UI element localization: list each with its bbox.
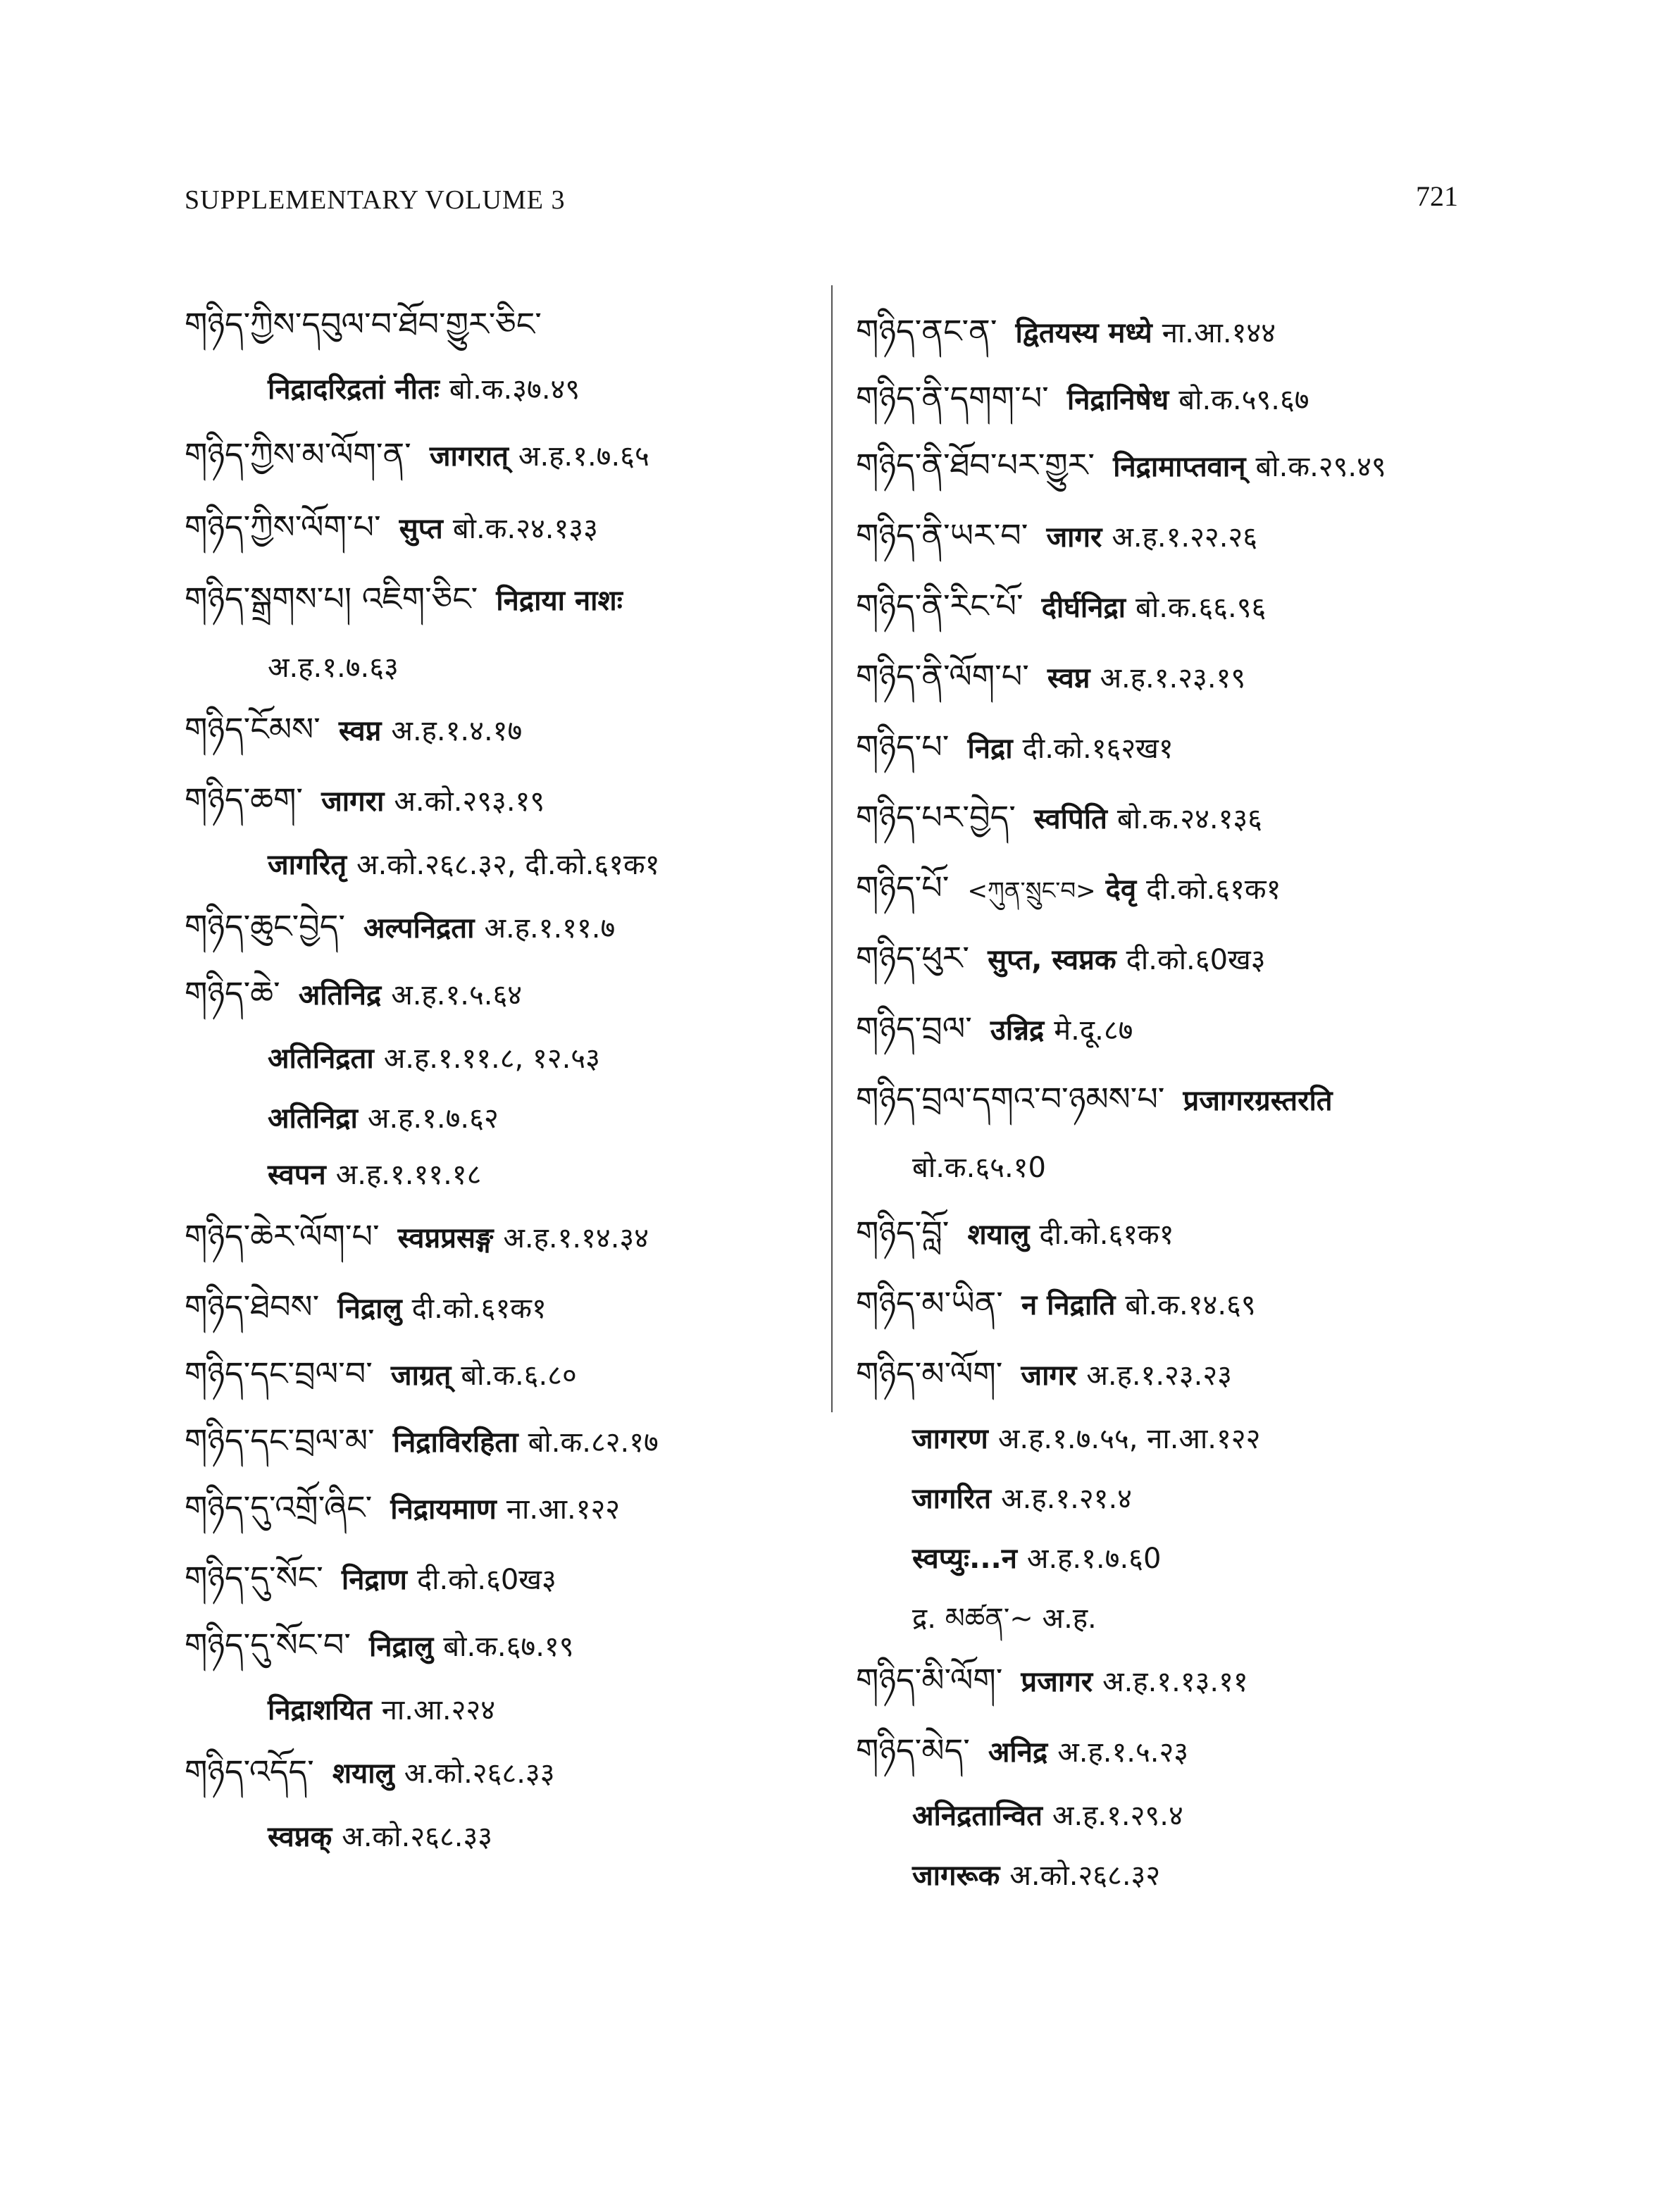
sanskrit-equivalent: निद्रायमाण xyxy=(390,1493,497,1526)
source-reference: अ.को.२९३.१९ xyxy=(394,785,545,818)
dictionary-entry xyxy=(856,726,1174,770)
source-reference: दी.को.६0ख३ xyxy=(416,1564,556,1596)
tibetan-headword: གཉིད་དུ་སོང་བ་ xyxy=(185,1626,351,1664)
sanskrit-equivalent: देवृ xyxy=(1105,873,1137,906)
sanskrit-equivalent: निद्राण xyxy=(341,1564,407,1596)
dictionary-entry xyxy=(856,585,1266,629)
tibetan-headword: གཉིད་འདོད་ xyxy=(185,1752,314,1791)
sanskrit-equivalent: स्वप्न xyxy=(1047,662,1090,695)
sanskrit-equivalent: स्वप्न xyxy=(338,715,382,747)
sanskrit-equivalent: स्वप्नप्रसङ्ग xyxy=(397,1222,494,1254)
sanskrit-equivalent: प्रजागरग्रस्तरति xyxy=(1183,1085,1333,1117)
source-reference: अ.ह.१.२३.२३ xyxy=(1086,1359,1232,1392)
sanskrit-equivalent: सुप्त xyxy=(399,513,443,545)
sanskrit-equivalent: जागरूक xyxy=(912,1860,1000,1892)
sanskrit-equivalent: जागरा xyxy=(321,785,385,818)
dictionary-entry xyxy=(185,778,545,823)
sanskrit-equivalent: निद्रालु xyxy=(368,1631,434,1663)
source-reference: बो.क.६६.९६ xyxy=(1135,592,1267,624)
source-reference: बो.क.२४.१३३ xyxy=(452,513,598,545)
tibetan-headword: གཉིད་དུ་སོང་ xyxy=(185,1559,323,1597)
dictionary-entry xyxy=(268,1035,600,1080)
sanskrit-equivalent: अतिनिद्रा xyxy=(268,1102,358,1135)
dictionary-entry xyxy=(185,1285,547,1330)
tibetan-headword: གཉིད་མ་ཡིན་ xyxy=(856,1284,1003,1322)
sanskrit-equivalent: अनिद्रतान्वित xyxy=(912,1800,1043,1832)
sanskrit-equivalent: जाग्रत् xyxy=(390,1359,452,1392)
source-reference: मे.दू.८७ xyxy=(1054,1014,1133,1047)
source-reference: बो.क.५९.६७ xyxy=(1178,384,1309,416)
source-reference: बो.क.६७.१९ xyxy=(443,1631,574,1663)
sanskrit-equivalent: निद्रामाप्तवान् xyxy=(1113,451,1246,483)
tibetan-headword: གཉིད་དང་བྲལ་མ་ xyxy=(185,1421,375,1459)
tibetan-headword: གཉིད་ཆག་ xyxy=(185,780,304,818)
source-reference: अ.को.२६८.३२ xyxy=(1009,1860,1161,1892)
tibetan-headword: གཉིད་མ་ལོག་ xyxy=(856,1355,1003,1393)
source-reference: अ.ह.१.४.१७ xyxy=(391,715,523,747)
source-reference: अ.ह.१.१३.११ xyxy=(1102,1666,1248,1698)
tibetan-headword: གཉིད་སྒྲགས་པ། འཇིག་ཅིང་ xyxy=(185,580,478,618)
dictionary-entry xyxy=(268,366,580,411)
sanskrit-equivalent: स्वप्युः...न xyxy=(912,1543,1017,1575)
sanskrit-equivalent: जागरित xyxy=(912,1483,992,1515)
sanskrit-equivalent: जागरात् xyxy=(429,440,509,473)
source-reference: ना.आ.२२४ xyxy=(381,1694,496,1726)
source-reference: अ.ह.१.१४.३४ xyxy=(503,1222,649,1254)
sanskrit-equivalent: निद्रा xyxy=(967,733,1013,765)
tibetan-headword: གཉིད་བྲལ་དགའ་བ་ཉམས་པ་ xyxy=(856,1080,1165,1118)
dictionary-entry xyxy=(912,1853,1160,1897)
dictionary-entry xyxy=(912,1476,1132,1520)
page-number: 721 xyxy=(1416,180,1458,212)
dictionary-entry xyxy=(856,1282,1256,1326)
tibetan-headword: གཉིད་ནང་ན་ xyxy=(856,312,997,350)
tibetan-headword: གཉིད་ཆེར་ལོག་པ་ xyxy=(185,1217,380,1255)
source-reference: दी.को.६१क१ xyxy=(1146,873,1281,906)
source-reference: बो.क.३७.४९ xyxy=(449,373,580,406)
source-reference: बो.क.८२.१७ xyxy=(528,1426,659,1459)
dictionary-entry xyxy=(185,1352,577,1397)
dictionary-entry xyxy=(912,1595,1097,1640)
tibetan-headword: གཉིད་ནི་ཡར་བ་ xyxy=(856,516,1028,554)
source-reference: अ.ह.१.२९.४ xyxy=(1052,1800,1183,1832)
source-reference: ना.आ.१४४ xyxy=(1162,317,1276,349)
source-reference: अ.ह.१.७.६५ xyxy=(518,440,649,473)
tibetan-headword: གཉིད་ཀྱིས་ལོག་པ་ xyxy=(185,508,381,546)
dictionary-entry xyxy=(856,866,1281,912)
sanskrit-equivalent: निद्राया नाशः xyxy=(496,585,623,617)
tibetan-headword: གཉིད་མེད་ xyxy=(856,1731,970,1769)
source-reference: अ.को.२६८.३२, दी.को.६१क१ xyxy=(356,849,660,881)
dictionary-entry xyxy=(268,645,399,689)
sanskrit-equivalent: जागर xyxy=(1046,521,1102,554)
sanskrit-equivalent: स्वप्नक् xyxy=(268,1821,332,1853)
dictionary-entry xyxy=(856,1352,1232,1397)
sanskrit-equivalent: स्वपिति xyxy=(1033,803,1107,835)
sanskrit-equivalent: शयालु xyxy=(332,1757,394,1790)
sanskrit-equivalent: <ཀུན་སྲུང་བ> xyxy=(967,877,1096,905)
sanskrit-equivalent: अतिनिद्रता xyxy=(268,1042,374,1075)
column-divider xyxy=(831,285,833,1412)
dictionary-entry xyxy=(185,303,560,345)
dictionary-entry xyxy=(185,708,522,752)
source-reference: द्र. མཚན་~ अ.ह. xyxy=(912,1602,1097,1635)
sanskrit-equivalent: शयालु xyxy=(967,1219,1030,1251)
source-reference: अ.ह.१.११.८, १२.५३ xyxy=(383,1042,600,1075)
tibetan-headword: གཉིད་བྲལ་ xyxy=(856,1009,972,1047)
dictionary-entry xyxy=(912,1536,1161,1580)
dictionary-entry xyxy=(912,1145,1046,1189)
dictionary-entry xyxy=(185,905,615,950)
sanskrit-equivalent: जागरण xyxy=(912,1423,988,1455)
source-reference: अ.ह.१.७.५५, ना.आ.१२२ xyxy=(997,1423,1261,1455)
dictionary-entry xyxy=(185,972,522,1016)
source-reference: दी.को.६१क१ xyxy=(1039,1219,1174,1251)
dictionary-entry xyxy=(185,506,598,550)
sanskrit-equivalent: सुप्त, स्वप्नक xyxy=(988,944,1116,976)
tibetan-headword: གཉིད་ངོམས་ xyxy=(185,710,321,748)
tibetan-headword: གཉིད་ཐེབས་ xyxy=(185,1288,320,1326)
sanskrit-equivalent: प्रजागर xyxy=(1021,1666,1093,1698)
tibetan-headword: གཉིད་པོ་ xyxy=(856,868,950,907)
source-reference: अ.ह.१.५.६४ xyxy=(391,979,523,1011)
tibetan-headword: གཉིད་ནི་ཐོབ་པར་གྱུར་ xyxy=(856,446,1095,484)
dictionary-entry xyxy=(856,310,1276,354)
source-reference: अ.ह.१.७.६३ xyxy=(268,652,399,684)
dictionary-entry xyxy=(268,1152,481,1196)
sanskrit-equivalent: निद्रानिषेध xyxy=(1066,384,1169,416)
source-reference: बो.क.२९.४९ xyxy=(1255,451,1386,483)
tibetan-headword: གཉིད་ནི་དགག་པ་ xyxy=(856,379,1049,417)
sanskrit-equivalent: अनिद्र xyxy=(988,1736,1048,1769)
source-reference: अ.ह.१.२१.४ xyxy=(1001,1483,1132,1515)
dictionary-entry xyxy=(185,1624,574,1668)
tibetan-headword: གཉིད་ནི་ལོག་པ་ xyxy=(856,657,1029,695)
dictionary-entry xyxy=(856,1078,1343,1122)
dictionary-entry xyxy=(185,1750,555,1795)
source-reference: बो.क.१४.६९ xyxy=(1125,1289,1256,1321)
source-reference: अ.ह.१.११.७ xyxy=(484,912,616,945)
source-reference: दी.को.६१क१ xyxy=(411,1293,547,1325)
dictionary-entry xyxy=(268,1687,495,1731)
tibetan-headword: གཉིད་ཕུར་ xyxy=(856,939,970,977)
dictionary-entry xyxy=(856,377,1309,421)
sanskrit-equivalent: न निद्राति xyxy=(1021,1289,1116,1321)
dictionary-entry xyxy=(856,1007,1133,1052)
source-reference: अ.को.२६८.३३ xyxy=(404,1757,555,1790)
sanskrit-equivalent: जागरितृ xyxy=(268,849,347,881)
tibetan-headword: གཉིད་ཀྱིས་མ་ལོག་ན་ xyxy=(185,435,411,473)
dictionary-entry xyxy=(856,796,1262,840)
sanskrit-equivalent: निद्राविरहिता xyxy=(392,1426,518,1459)
dictionary-entry xyxy=(856,655,1245,699)
sanskrit-equivalent: अल्पनिद्रता xyxy=(363,912,475,945)
dictionary-entry xyxy=(912,1416,1260,1460)
dictionary-entry xyxy=(185,1557,556,1601)
source-reference: ना.आ.१२२ xyxy=(506,1493,621,1526)
source-reference: अ.ह.१.११.१८ xyxy=(335,1159,482,1191)
source-reference: अ.ह.१.७.६0 xyxy=(1026,1543,1162,1575)
sanskrit-equivalent: निद्रादरिद्रतां नीतः xyxy=(268,373,440,406)
dictionary-entry xyxy=(856,1729,1188,1774)
sanskrit-equivalent: उन्निद्र xyxy=(990,1014,1045,1047)
dictionary-entry xyxy=(856,937,1266,981)
tibetan-headword: གཉིད་པ་ xyxy=(856,728,950,766)
source-reference: दी.को.१६२ख१ xyxy=(1022,733,1174,765)
tibetan-headword: གཉིད་ཆུང་བྱེད་ xyxy=(185,907,346,945)
tibetan-headword: གཉིད་ཆེ་ xyxy=(185,974,280,1012)
sanskrit-equivalent: निद्राशयित xyxy=(268,1694,372,1726)
dictionary-entry xyxy=(268,842,660,886)
tibetan-headword: གཉིད་བློ་ xyxy=(856,1214,950,1252)
dictionary-entry xyxy=(268,1814,492,1858)
sanskrit-equivalent: स्वपन xyxy=(268,1159,326,1191)
source-reference: अ.ह.१.७.६२ xyxy=(367,1102,499,1135)
tibetan-headword: གཉིད་ཀྱིས་དབུལ་བ་ཐོབ་གྱུར་ཅིང་ xyxy=(185,305,542,343)
sanskrit-equivalent: द्वितयस्य मध्ये xyxy=(1015,317,1152,349)
source-reference: बो.क.६५.१0 xyxy=(912,1152,1046,1184)
source-reference: अ.को.२६८.३३ xyxy=(342,1821,493,1853)
dictionary-entry xyxy=(856,1659,1248,1703)
running-header: SUPPLEMENTARY VOLUME 3 xyxy=(185,185,566,215)
dictionary-entry xyxy=(185,1215,649,1259)
source-reference: बो.क.२४.१३६ xyxy=(1116,803,1262,835)
source-reference: अ.ह.१.२२.२६ xyxy=(1112,521,1258,554)
sanskrit-equivalent: अतिनिद्र xyxy=(298,979,382,1011)
dictionary-entry xyxy=(185,578,633,622)
source-reference: अ.ह.१.२३.१९ xyxy=(1100,662,1246,695)
dictionary-entry xyxy=(185,433,649,478)
dictionary-entry xyxy=(856,444,1386,488)
source-reference: दी.को.६0ख३ xyxy=(1126,944,1266,976)
dictionary-entry xyxy=(185,1486,620,1531)
dictionary-entry xyxy=(856,514,1257,559)
tibetan-headword: གཉིད་མི་ལོག་ xyxy=(856,1661,1003,1699)
tibetan-headword: གཉིད་དང་བྲལ་བ་ xyxy=(185,1355,373,1393)
sanskrit-equivalent: दीर्घनिद्रा xyxy=(1041,592,1126,624)
sanskrit-equivalent: जागर xyxy=(1021,1359,1077,1392)
source-reference: अ.ह.१.५.२३ xyxy=(1057,1736,1189,1769)
tibetan-headword: གཉིད་ནི་རིང་པོ་ xyxy=(856,587,1023,625)
tibetan-headword: གཉིད་དུ་འགྲོ་ཞིང་ xyxy=(185,1488,373,1526)
dictionary-entry xyxy=(856,1212,1174,1256)
sanskrit-equivalent: निद्रालु xyxy=(337,1293,402,1325)
source-reference: बो.क.६.८० xyxy=(461,1359,577,1392)
tibetan-headword: གཉིད་པར་བྱེད་ xyxy=(856,798,1016,836)
dictionary-entry xyxy=(912,1793,1183,1837)
dictionary-entry xyxy=(268,1095,499,1140)
dictionary-entry xyxy=(185,1419,659,1464)
